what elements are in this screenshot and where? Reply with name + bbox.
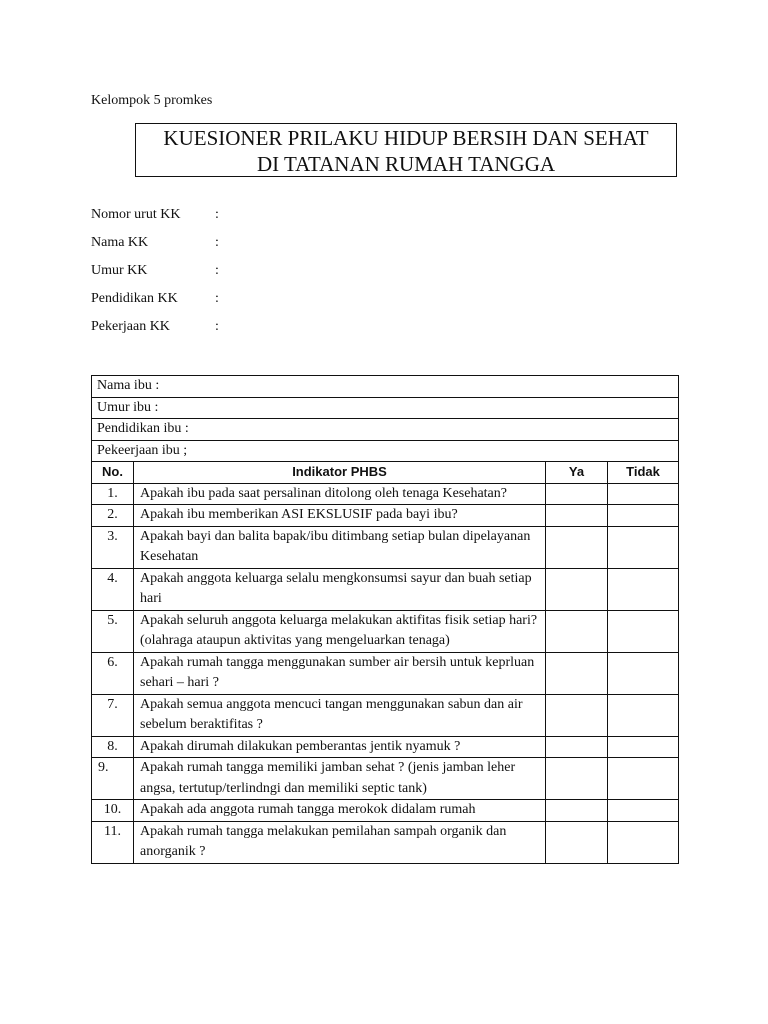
table-row	[92, 800, 679, 822]
row-number: 2.	[92, 505, 134, 527]
answer-no-cell[interactable]	[608, 800, 679, 822]
mother-job-field: Pekeerjaan ibu ;	[92, 440, 679, 462]
answer-yes-cell[interactable]	[546, 483, 608, 505]
header-indicator: Indikator PHBS	[134, 462, 546, 484]
field-umur-kk	[91, 261, 219, 281]
answer-no-cell[interactable]	[608, 821, 679, 863]
field-colon: :	[215, 291, 219, 306]
table-row	[92, 505, 679, 527]
field-label: Pekerjaan KK	[91, 319, 170, 334]
table-row	[92, 736, 679, 758]
table-row	[92, 652, 679, 694]
answer-yes-cell[interactable]	[546, 526, 608, 568]
answer-no-cell[interactable]	[608, 505, 679, 527]
answer-no-cell[interactable]	[608, 694, 679, 736]
table-row	[92, 758, 679, 800]
answer-no-cell[interactable]	[608, 483, 679, 505]
answer-yes-cell[interactable]	[546, 758, 608, 800]
table-row	[92, 483, 679, 505]
row-number: 6.	[92, 652, 134, 694]
phbs-questionnaire-table	[91, 375, 679, 864]
field-label: Nomor urut KK	[91, 207, 181, 222]
answer-no-cell[interactable]	[608, 652, 679, 694]
row-number: 10.	[92, 800, 134, 822]
mother-name-field: Nama ibu :	[92, 376, 679, 398]
row-number: 5.	[92, 610, 134, 652]
answer-yes-cell[interactable]	[546, 610, 608, 652]
mother-name-row	[92, 376, 679, 398]
table-row	[92, 568, 679, 610]
field-colon: :	[215, 319, 219, 334]
mother-age-row	[92, 397, 679, 419]
mother-age-field: Umur ibu :	[92, 397, 679, 419]
table-row	[92, 821, 679, 863]
row-question: Apakah rumah tangga melakukan pemilahan sampah organik dan anorganik ?	[134, 821, 546, 863]
row-number: 3.	[92, 526, 134, 568]
row-number: 11.	[92, 821, 134, 863]
questionnaire-title	[135, 123, 677, 177]
table-row	[92, 694, 679, 736]
answer-yes-cell[interactable]	[546, 694, 608, 736]
answer-yes-cell[interactable]	[546, 736, 608, 758]
row-question: Apakah anggota keluarga selalu mengkonsumsi sayur dan buah setiap hari	[134, 568, 546, 610]
answer-no-cell[interactable]	[608, 758, 679, 800]
mother-job-row	[92, 440, 679, 462]
field-label: Umur KK	[91, 263, 148, 278]
field-pekerjaan-kk	[91, 317, 219, 337]
field-label: Pendidikan KK	[91, 291, 178, 306]
answer-yes-cell[interactable]	[546, 800, 608, 822]
field-pendidikan-kk	[91, 289, 219, 309]
row-number: 8.	[92, 736, 134, 758]
row-question: Apakah bayi dan balita bapak/ibu ditimbang setiap bulan dipelayanan Kesehatan	[134, 526, 546, 568]
answer-yes-cell[interactable]	[546, 505, 608, 527]
group-label: Kelompok 5 promkes	[91, 93, 213, 108]
header-no-answer: Tidak	[608, 462, 679, 484]
field-colon: :	[215, 207, 219, 222]
answer-no-cell[interactable]	[608, 736, 679, 758]
row-question: Apakah ibu pada saat persalinan ditolong oleh tenaga Kesehatan?	[134, 483, 546, 505]
table-row	[92, 526, 679, 568]
answer-no-cell[interactable]	[608, 526, 679, 568]
answer-yes-cell[interactable]	[546, 652, 608, 694]
row-question: Apakah ibu memberikan ASI EKSLUSIF pada bayi ibu?	[134, 505, 546, 527]
field-colon: :	[215, 235, 219, 250]
mother-education-field: Pendidikan ibu :	[92, 419, 679, 441]
row-question: Apakah seluruh anggota keluarga melakukan aktifitas fisik setiap hari? (olahraga ataupun aktivitas yang mengeluarkan tenaga)	[134, 610, 546, 652]
header-no: No.	[92, 462, 134, 484]
row-number: 9.	[92, 758, 134, 800]
row-question: Apakah rumah tangga memiliki jamban sehat ? (jenis jamban leher angsa, tertutup/terlindngi dan memiliki septic tank)	[134, 758, 546, 800]
title-line-1: KUESIONER PRILAKU HIDUP BERSIH DAN SEHAT	[163, 126, 649, 150]
table-header-row	[92, 462, 679, 484]
field-nama-kk	[91, 233, 219, 253]
table-row	[92, 610, 679, 652]
field-nomor-urut-kk	[91, 205, 219, 225]
row-question: Apakah dirumah dilakukan pemberantas jentik nyamuk ?	[134, 736, 546, 758]
answer-yes-cell[interactable]	[546, 568, 608, 610]
row-number: 4.	[92, 568, 134, 610]
row-number: 7.	[92, 694, 134, 736]
title-line-2: DI TATANAN RUMAH TANGGA	[256, 152, 556, 176]
row-question: Apakah rumah tangga menggunakan sumber air bersih untuk keprluan sehari – hari ?	[134, 652, 546, 694]
answer-yes-cell[interactable]	[546, 821, 608, 863]
row-number: 1.	[92, 483, 134, 505]
field-label: Nama KK	[91, 235, 149, 250]
row-question: Apakah semua anggota mencuci tangan menggunakan sabun dan air sebelum beraktifitas ?	[134, 694, 546, 736]
row-question: Apakah ada anggota rumah tangga merokok didalam rumah	[134, 800, 546, 822]
header-yes: Ya	[546, 462, 608, 484]
field-colon: :	[215, 263, 219, 278]
mother-education-row	[92, 419, 679, 441]
answer-no-cell[interactable]	[608, 610, 679, 652]
answer-no-cell[interactable]	[608, 568, 679, 610]
